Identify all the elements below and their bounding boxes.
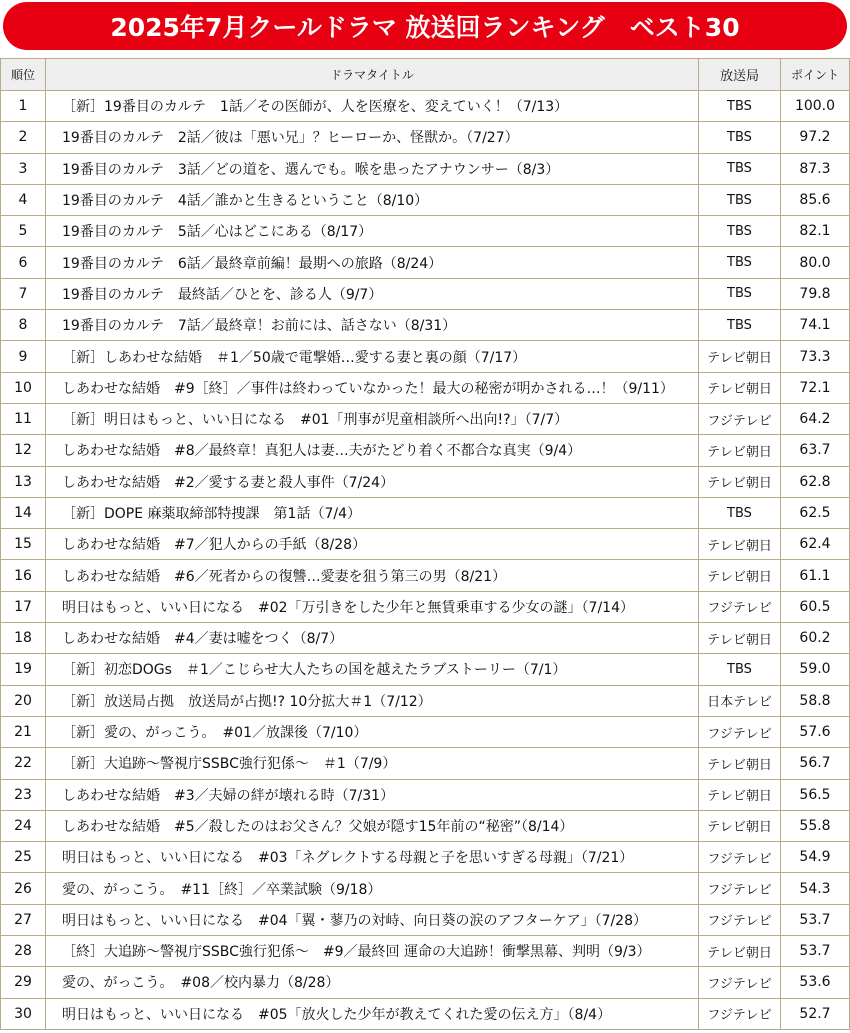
- points-cell: 63.7: [781, 435, 850, 466]
- table-row: [1, 936, 850, 967]
- station-cell: フジテレビ: [699, 716, 781, 747]
- points-cell: 53.6: [781, 967, 850, 998]
- table-row: [1, 967, 850, 998]
- station-cell: フジテレビ: [699, 967, 781, 998]
- station-cell: テレビ朝日: [699, 529, 781, 560]
- rank-cell: 6: [1, 247, 46, 278]
- station-cell: テレビ朝日: [699, 372, 781, 403]
- station-cell: TBS: [699, 122, 781, 153]
- rank-cell: 18: [1, 623, 46, 654]
- table-row: [1, 278, 850, 309]
- table-row: [1, 403, 850, 434]
- points-cell: 97.2: [781, 122, 850, 153]
- points-cell: 60.2: [781, 623, 850, 654]
- title-cell: ［新］放送局占拠 放送局が占拠!? 10分拡大＃1（7/12）: [46, 685, 699, 716]
- rank-cell: 1: [1, 91, 46, 122]
- points-cell: 56.5: [781, 779, 850, 810]
- page-title: 2025年7月クールドラマ 放送回ランキング ベスト30: [110, 13, 740, 42]
- station-cell: テレビ朝日: [699, 779, 781, 810]
- title-cell: ［新］明日はもっと、いい日になる #01「刑事が児童相談所へ出向!?」（7/7）: [46, 403, 699, 434]
- table-row: [1, 779, 850, 810]
- station-cell: TBS: [699, 247, 781, 278]
- rank-cell: 28: [1, 936, 46, 967]
- points-cell: 62.5: [781, 497, 850, 528]
- station-cell: TBS: [699, 184, 781, 215]
- title-cell: 明日はもっと、いい日になる #02「万引きをした少年と無賃乗車する少女の謎」（7/14）: [46, 591, 699, 622]
- rank-cell: 25: [1, 842, 46, 873]
- title-cell: ［新］19番目のカルテ 1話／その医師が、人を医療を、変えていく！（7/13）: [46, 91, 699, 122]
- station-cell: テレビ朝日: [699, 810, 781, 841]
- table-row: [1, 998, 850, 1029]
- station-cell: TBS: [699, 310, 781, 341]
- station-cell: TBS: [699, 216, 781, 247]
- title-cell: ［新］しあわせな結婚 ＃1／50歳で電撃婚…愛する妻と裏の顔（7/17）: [46, 341, 699, 372]
- station-cell: TBS: [699, 91, 781, 122]
- title-cell: しあわせな結婚 #7／犯人からの手紙（8/28）: [46, 529, 699, 560]
- table-row: [1, 216, 850, 247]
- points-cell: 100.0: [781, 91, 850, 122]
- points-cell: 62.4: [781, 529, 850, 560]
- table-row: [1, 310, 850, 341]
- rank-cell: 15: [1, 529, 46, 560]
- rank-cell: 3: [1, 153, 46, 184]
- points-cell: 59.0: [781, 654, 850, 685]
- points-cell: 53.7: [781, 904, 850, 935]
- rank-cell: 24: [1, 810, 46, 841]
- table-row: [1, 685, 850, 716]
- table-row: [1, 591, 850, 622]
- rank-cell: 2: [1, 122, 46, 153]
- table-row: [1, 184, 850, 215]
- points-cell: 87.3: [781, 153, 850, 184]
- ranking-title-banner: [3, 2, 847, 50]
- points-cell: 72.1: [781, 372, 850, 403]
- table-row: [1, 654, 850, 685]
- rank-cell: 23: [1, 779, 46, 810]
- title-cell: 明日はもっと、いい日になる #05「放火した少年が教えてくれた愛の伝え方」（8/4）: [46, 998, 699, 1029]
- station-cell: TBS: [699, 153, 781, 184]
- title-cell: 19番目のカルテ 2話／彼は「悪い兄」？ヒーローか、怪獣か。（7/27）: [46, 122, 699, 153]
- title-cell: しあわせな結婚 #6／死者からの復讐…愛妻を狙う第三の男（8/21）: [46, 560, 699, 591]
- rank-cell: 10: [1, 372, 46, 403]
- rank-cell: 22: [1, 748, 46, 779]
- station-cell: TBS: [699, 497, 781, 528]
- station-cell: 日本テレビ: [699, 685, 781, 716]
- header-rank: 順位: [1, 59, 46, 91]
- title-cell: 愛の、がっこう。 #08／校内暴力（8/28）: [46, 967, 699, 998]
- table-body: [1, 91, 850, 1030]
- points-cell: 52.7: [781, 998, 850, 1029]
- points-cell: 73.3: [781, 341, 850, 372]
- station-cell: テレビ朝日: [699, 435, 781, 466]
- table-row: [1, 810, 850, 841]
- title-cell: ［新］大追跡～警視庁SSBC強行犯係～ ＃1（7/9）: [46, 748, 699, 779]
- table-row: [1, 247, 850, 278]
- rank-cell: 20: [1, 685, 46, 716]
- title-cell: しあわせな結婚 #3／夫婦の絆が壊れる時（7/31）: [46, 779, 699, 810]
- station-cell: テレビ朝日: [699, 466, 781, 497]
- table-row: [1, 466, 850, 497]
- points-cell: 62.8: [781, 466, 850, 497]
- station-cell: フジテレビ: [699, 873, 781, 904]
- station-cell: テレビ朝日: [699, 623, 781, 654]
- points-cell: 54.3: [781, 873, 850, 904]
- title-cell: ［終］大追跡～警視庁SSBC強行犯係～ #9／最終回 運命の大追跡！衝撃黒幕、判明（9/3）: [46, 936, 699, 967]
- table-row: [1, 716, 850, 747]
- points-cell: 53.7: [781, 936, 850, 967]
- points-cell: 57.6: [781, 716, 850, 747]
- title-cell: 愛の、がっこう。 #11［終］／卒業試験（9/18）: [46, 873, 699, 904]
- station-cell: フジテレビ: [699, 904, 781, 935]
- table-row: [1, 497, 850, 528]
- station-cell: テレビ朝日: [699, 936, 781, 967]
- title-cell: 19番目のカルテ 最終話／ひとを、診る人（9/7）: [46, 278, 699, 309]
- points-cell: 55.8: [781, 810, 850, 841]
- table-row: [1, 372, 850, 403]
- title-cell: 19番目のカルテ 4話／誰かと生きるということ（8/10）: [46, 184, 699, 215]
- rank-cell: 29: [1, 967, 46, 998]
- points-cell: 58.8: [781, 685, 850, 716]
- points-cell: 64.2: [781, 403, 850, 434]
- rank-cell: 4: [1, 184, 46, 215]
- title-cell: しあわせな結婚 #9［終］／事件は終わっていなかった！最大の秘密が明かされる…！（9/11）: [46, 372, 699, 403]
- title-cell: しあわせな結婚 #5／殺したのはお父さん？父娘が隠す15年前の“秘密”（8/14）: [46, 810, 699, 841]
- title-cell: 明日はもっと、いい日になる #04「翼・蓼乃の対峙、向日葵の涙のアフターケア」（7/28）: [46, 904, 699, 935]
- rank-cell: 19: [1, 654, 46, 685]
- table-row: [1, 873, 850, 904]
- rank-cell: 17: [1, 591, 46, 622]
- rank-cell: 11: [1, 403, 46, 434]
- title-cell: 19番目のカルテ 5話／心はどこにある（8/17）: [46, 216, 699, 247]
- station-cell: フジテレビ: [699, 842, 781, 873]
- points-cell: 80.0: [781, 247, 850, 278]
- title-cell: ［新］DOPE 麻薬取締部特捜課 第1話（7/4）: [46, 497, 699, 528]
- station-cell: フジテレビ: [699, 591, 781, 622]
- title-cell: しあわせな結婚 #8／最終章！真犯人は妻…夫がたどり着く不都合な真実（9/4）: [46, 435, 699, 466]
- points-cell: 56.7: [781, 748, 850, 779]
- table-row: [1, 748, 850, 779]
- station-cell: フジテレビ: [699, 998, 781, 1029]
- title-cell: ［新］愛の、がっこう。 #01／放課後（7/10）: [46, 716, 699, 747]
- station-cell: TBS: [699, 654, 781, 685]
- points-cell: 54.9: [781, 842, 850, 873]
- rank-cell: 30: [1, 998, 46, 1029]
- rank-cell: 21: [1, 716, 46, 747]
- points-cell: 79.8: [781, 278, 850, 309]
- points-cell: 61.1: [781, 560, 850, 591]
- ranking-table: [0, 58, 850, 1030]
- rank-cell: 13: [1, 466, 46, 497]
- table-row: [1, 842, 850, 873]
- station-cell: テレビ朝日: [699, 560, 781, 591]
- rank-cell: 5: [1, 216, 46, 247]
- table-row: [1, 122, 850, 153]
- title-cell: 明日はもっと、いい日になる #03「ネグレクトする母親と子を思いすぎる母親」（7/21）: [46, 842, 699, 873]
- table-header-row: [1, 59, 850, 91]
- rank-cell: 14: [1, 497, 46, 528]
- rank-cell: 26: [1, 873, 46, 904]
- rank-cell: 8: [1, 310, 46, 341]
- title-cell: 19番目のカルテ 7話／最終章！お前には、話さない（8/31）: [46, 310, 699, 341]
- rank-cell: 12: [1, 435, 46, 466]
- title-cell: 19番目のカルテ 6話／最終章前編！最期への旅路（8/24）: [46, 247, 699, 278]
- title-cell: ［新］初恋DOGs ＃1／こじらせ大人たちの国を越えたラブストーリー（7/1）: [46, 654, 699, 685]
- points-cell: 82.1: [781, 216, 850, 247]
- rank-cell: 9: [1, 341, 46, 372]
- station-cell: フジテレビ: [699, 403, 781, 434]
- title-cell: しあわせな結婚 #2／愛する妻と殺人事件（7/24）: [46, 466, 699, 497]
- header-points: ポイント: [781, 59, 850, 91]
- header-station: 放送局: [699, 59, 781, 91]
- table-row: [1, 435, 850, 466]
- rank-cell: 27: [1, 904, 46, 935]
- points-cell: 74.1: [781, 310, 850, 341]
- table-row: [1, 529, 850, 560]
- station-cell: TBS: [699, 278, 781, 309]
- rank-cell: 16: [1, 560, 46, 591]
- points-cell: 85.6: [781, 184, 850, 215]
- station-cell: テレビ朝日: [699, 341, 781, 372]
- table-row: [1, 341, 850, 372]
- station-cell: テレビ朝日: [699, 748, 781, 779]
- title-cell: 19番目のカルテ 3話／どの道を、選んでも。喉を患ったアナウンサー（8/3）: [46, 153, 699, 184]
- title-cell: しあわせな結婚 #4／妻は嘘をつく（8/7）: [46, 623, 699, 654]
- table-row: [1, 91, 850, 122]
- header-title: ドラマタイトル: [46, 59, 699, 91]
- table-row: [1, 153, 850, 184]
- table-row: [1, 904, 850, 935]
- points-cell: 60.5: [781, 591, 850, 622]
- table-row: [1, 623, 850, 654]
- rank-cell: 7: [1, 278, 46, 309]
- table-row: [1, 560, 850, 591]
